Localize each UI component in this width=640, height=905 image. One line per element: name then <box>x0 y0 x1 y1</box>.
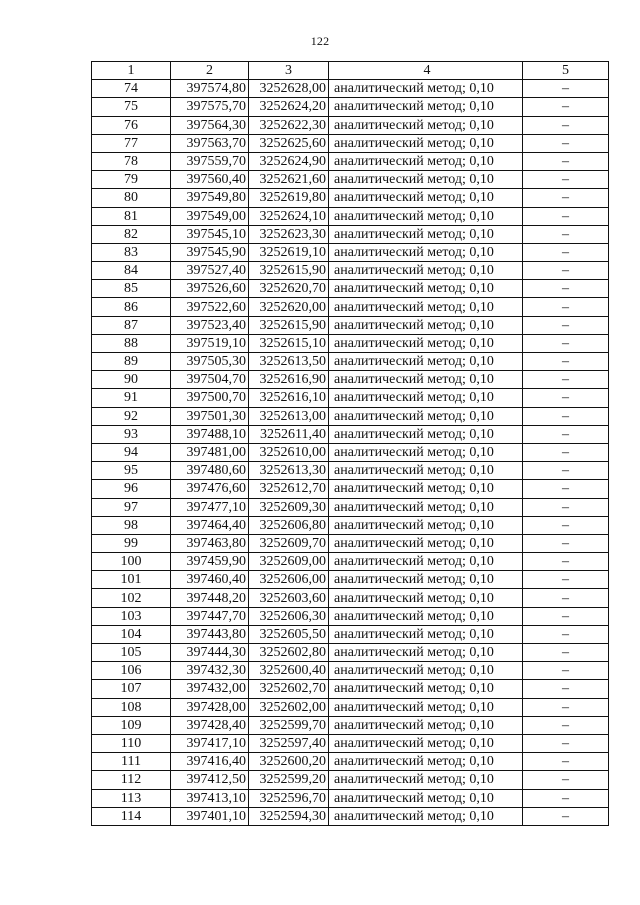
table-row <box>92 316 609 334</box>
table-row <box>92 116 609 134</box>
cell-x-coordinate: 397443,80 <box>171 625 249 643</box>
cell-method-accuracy: аналитический метод; 0,10 <box>329 771 523 789</box>
cell-note: – <box>523 80 609 98</box>
cell-y-coordinate: 3252609,30 <box>249 498 329 516</box>
cell-y-coordinate: 3252615,90 <box>249 262 329 280</box>
cell-note: – <box>523 171 609 189</box>
cell-method-accuracy: аналитический метод; 0,10 <box>329 480 523 498</box>
cell-point-number: 108 <box>92 698 171 716</box>
cell-point-number: 84 <box>92 262 171 280</box>
cell-point-number: 74 <box>92 80 171 98</box>
cell-y-coordinate: 3252616,90 <box>249 371 329 389</box>
cell-x-coordinate: 397501,30 <box>171 407 249 425</box>
cell-y-coordinate: 3252606,00 <box>249 571 329 589</box>
cell-point-number: 102 <box>92 589 171 607</box>
cell-x-coordinate: 397428,40 <box>171 716 249 734</box>
cell-method-accuracy: аналитический метод; 0,10 <box>329 789 523 807</box>
cell-y-coordinate: 3252599,20 <box>249 771 329 789</box>
cell-point-number: 85 <box>92 280 171 298</box>
table-row <box>92 807 609 825</box>
cell-x-coordinate: 397477,10 <box>171 498 249 516</box>
cell-x-coordinate: 397522,60 <box>171 298 249 316</box>
cell-y-coordinate: 3252625,60 <box>249 134 329 152</box>
cell-x-coordinate: 397559,70 <box>171 152 249 170</box>
cell-note: – <box>523 534 609 552</box>
table-row <box>92 516 609 534</box>
cell-point-number: 76 <box>92 116 171 134</box>
cell-y-coordinate: 3252606,30 <box>249 607 329 625</box>
cell-y-coordinate: 3252628,00 <box>249 80 329 98</box>
table-row <box>92 225 609 243</box>
cell-point-number: 97 <box>92 498 171 516</box>
cell-method-accuracy: аналитический метод; 0,10 <box>329 225 523 243</box>
cell-y-coordinate: 3252597,40 <box>249 734 329 752</box>
cell-method-accuracy: аналитический метод; 0,10 <box>329 80 523 98</box>
cell-point-number: 101 <box>92 571 171 589</box>
cell-y-coordinate: 3252613,00 <box>249 407 329 425</box>
column-header-4: 4 <box>329 62 523 80</box>
cell-method-accuracy: аналитический метод; 0,10 <box>329 516 523 534</box>
cell-x-coordinate: 397460,40 <box>171 571 249 589</box>
cell-x-coordinate: 397545,10 <box>171 225 249 243</box>
table-row <box>92 644 609 662</box>
cell-method-accuracy: аналитический метод; 0,10 <box>329 116 523 134</box>
cell-method-accuracy: аналитический метод; 0,10 <box>329 334 523 352</box>
cell-note: – <box>523 662 609 680</box>
cell-y-coordinate: 3252616,10 <box>249 389 329 407</box>
cell-method-accuracy: аналитический метод; 0,10 <box>329 152 523 170</box>
cell-note: – <box>523 298 609 316</box>
coordinates-table <box>91 61 609 826</box>
cell-method-accuracy: аналитический метод; 0,10 <box>329 316 523 334</box>
cell-y-coordinate: 3252602,00 <box>249 698 329 716</box>
cell-point-number: 88 <box>92 334 171 352</box>
cell-note: – <box>523 625 609 643</box>
cell-method-accuracy: аналитический метод; 0,10 <box>329 280 523 298</box>
column-header-5: 5 <box>523 62 609 80</box>
cell-x-coordinate: 397575,70 <box>171 98 249 116</box>
table-row <box>92 262 609 280</box>
cell-x-coordinate: 397417,10 <box>171 734 249 752</box>
cell-method-accuracy: аналитический метод; 0,10 <box>329 753 523 771</box>
table-row <box>92 625 609 643</box>
table-row <box>92 280 609 298</box>
table-row <box>92 298 609 316</box>
cell-note: – <box>523 644 609 662</box>
cell-method-accuracy: аналитический метод; 0,10 <box>329 189 523 207</box>
cell-x-coordinate: 397432,00 <box>171 680 249 698</box>
cell-x-coordinate: 397463,80 <box>171 534 249 552</box>
cell-x-coordinate: 397504,70 <box>171 371 249 389</box>
cell-point-number: 106 <box>92 662 171 680</box>
cell-method-accuracy: аналитический метод; 0,10 <box>329 243 523 261</box>
page-number: 122 <box>310 34 330 48</box>
cell-note: – <box>523 480 609 498</box>
cell-x-coordinate: 397549,80 <box>171 189 249 207</box>
cell-note: – <box>523 389 609 407</box>
table-row <box>92 134 609 152</box>
cell-y-coordinate: 3252620,70 <box>249 280 329 298</box>
cell-point-number: 92 <box>92 407 171 425</box>
cell-x-coordinate: 397481,00 <box>171 443 249 461</box>
cell-y-coordinate: 3252619,10 <box>249 243 329 261</box>
cell-y-coordinate: 3252621,60 <box>249 171 329 189</box>
cell-note: – <box>523 553 609 571</box>
cell-x-coordinate: 397444,30 <box>171 644 249 662</box>
column-header-3: 3 <box>249 62 329 80</box>
cell-y-coordinate: 3252606,80 <box>249 516 329 534</box>
cell-note: – <box>523 353 609 371</box>
cell-point-number: 113 <box>92 789 171 807</box>
cell-x-coordinate: 397526,60 <box>171 280 249 298</box>
cell-point-number: 107 <box>92 680 171 698</box>
cell-note: – <box>523 134 609 152</box>
table-row <box>92 171 609 189</box>
table-row <box>92 571 609 589</box>
cell-note: – <box>523 98 609 116</box>
cell-method-accuracy: аналитический метод; 0,10 <box>329 353 523 371</box>
cell-point-number: 111 <box>92 753 171 771</box>
table-row <box>92 480 609 498</box>
cell-y-coordinate: 3252615,90 <box>249 316 329 334</box>
cell-y-coordinate: 3252610,00 <box>249 443 329 461</box>
cell-note: – <box>523 280 609 298</box>
cell-x-coordinate: 397413,10 <box>171 789 249 807</box>
cell-x-coordinate: 397488,10 <box>171 425 249 443</box>
cell-note: – <box>523 262 609 280</box>
cell-method-accuracy: аналитический метод; 0,10 <box>329 553 523 571</box>
table-row <box>92 407 609 425</box>
cell-x-coordinate: 397564,30 <box>171 116 249 134</box>
cell-y-coordinate: 3252624,90 <box>249 152 329 170</box>
table-row <box>92 771 609 789</box>
cell-method-accuracy: аналитический метод; 0,10 <box>329 462 523 480</box>
cell-method-accuracy: аналитический метод; 0,10 <box>329 680 523 698</box>
cell-note: – <box>523 680 609 698</box>
cell-point-number: 80 <box>92 189 171 207</box>
cell-point-number: 81 <box>92 207 171 225</box>
cell-y-coordinate: 3252603,60 <box>249 589 329 607</box>
cell-method-accuracy: аналитический метод; 0,10 <box>329 134 523 152</box>
cell-point-number: 90 <box>92 371 171 389</box>
table-header <box>92 62 609 80</box>
cell-y-coordinate: 3252609,00 <box>249 553 329 571</box>
cell-method-accuracy: аналитический метод; 0,10 <box>329 298 523 316</box>
cell-y-coordinate: 3252612,70 <box>249 480 329 498</box>
cell-point-number: 110 <box>92 734 171 752</box>
cell-point-number: 91 <box>92 389 171 407</box>
cell-note: – <box>523 571 609 589</box>
cell-method-accuracy: аналитический метод; 0,10 <box>329 644 523 662</box>
cell-y-coordinate: 3252600,20 <box>249 753 329 771</box>
cell-y-coordinate: 3252609,70 <box>249 534 329 552</box>
cell-x-coordinate: 397523,40 <box>171 316 249 334</box>
cell-x-coordinate: 397505,30 <box>171 353 249 371</box>
cell-method-accuracy: аналитический метод; 0,10 <box>329 534 523 552</box>
table-row <box>92 534 609 552</box>
table-row <box>92 207 609 225</box>
table-body <box>92 80 609 826</box>
cell-x-coordinate: 397519,10 <box>171 334 249 352</box>
cell-point-number: 93 <box>92 425 171 443</box>
cell-note: – <box>523 789 609 807</box>
cell-method-accuracy: аналитический метод; 0,10 <box>329 389 523 407</box>
column-header-2: 2 <box>171 62 249 80</box>
table-row <box>92 80 609 98</box>
cell-point-number: 104 <box>92 625 171 643</box>
cell-note: – <box>523 734 609 752</box>
cell-note: – <box>523 207 609 225</box>
cell-x-coordinate: 397549,00 <box>171 207 249 225</box>
cell-note: – <box>523 807 609 825</box>
cell-x-coordinate: 397432,30 <box>171 662 249 680</box>
cell-method-accuracy: аналитический метод; 0,10 <box>329 171 523 189</box>
cell-x-coordinate: 397428,00 <box>171 698 249 716</box>
cell-point-number: 94 <box>92 443 171 461</box>
cell-note: – <box>523 698 609 716</box>
table-row <box>92 243 609 261</box>
cell-note: – <box>523 334 609 352</box>
cell-method-accuracy: аналитический метод; 0,10 <box>329 207 523 225</box>
cell-method-accuracy: аналитический метод; 0,10 <box>329 571 523 589</box>
cell-y-coordinate: 3252602,70 <box>249 680 329 698</box>
table-row <box>92 425 609 443</box>
cell-x-coordinate: 397412,50 <box>171 771 249 789</box>
cell-note: – <box>523 425 609 443</box>
cell-point-number: 98 <box>92 516 171 534</box>
cell-note: – <box>523 316 609 334</box>
cell-y-coordinate: 3252615,10 <box>249 334 329 352</box>
table-row <box>92 607 609 625</box>
cell-method-accuracy: аналитический метод; 0,10 <box>329 716 523 734</box>
cell-y-coordinate: 3252605,50 <box>249 625 329 643</box>
column-header-1: 1 <box>92 62 171 80</box>
cell-method-accuracy: аналитический метод; 0,10 <box>329 407 523 425</box>
cell-note: – <box>523 443 609 461</box>
cell-point-number: 109 <box>92 716 171 734</box>
table-row <box>92 734 609 752</box>
cell-method-accuracy: аналитический метод; 0,10 <box>329 498 523 516</box>
cell-note: – <box>523 462 609 480</box>
cell-note: – <box>523 116 609 134</box>
table-row <box>92 789 609 807</box>
cell-note: – <box>523 189 609 207</box>
cell-x-coordinate: 397500,70 <box>171 389 249 407</box>
cell-y-coordinate: 3252602,80 <box>249 644 329 662</box>
cell-x-coordinate: 397476,60 <box>171 480 249 498</box>
cell-y-coordinate: 3252620,00 <box>249 298 329 316</box>
cell-y-coordinate: 3252599,70 <box>249 716 329 734</box>
table-row <box>92 353 609 371</box>
cell-point-number: 103 <box>92 607 171 625</box>
table-row <box>92 152 609 170</box>
table-row <box>92 662 609 680</box>
cell-method-accuracy: аналитический метод; 0,10 <box>329 589 523 607</box>
table-row <box>92 462 609 480</box>
cell-point-number: 82 <box>92 225 171 243</box>
cell-y-coordinate: 3252624,20 <box>249 98 329 116</box>
table-row <box>92 498 609 516</box>
cell-y-coordinate: 3252596,70 <box>249 789 329 807</box>
cell-x-coordinate: 397480,60 <box>171 462 249 480</box>
table-row <box>92 98 609 116</box>
table-row <box>92 389 609 407</box>
table-row <box>92 753 609 771</box>
cell-point-number: 112 <box>92 771 171 789</box>
cell-method-accuracy: аналитический метод; 0,10 <box>329 443 523 461</box>
cell-y-coordinate: 3252623,30 <box>249 225 329 243</box>
cell-x-coordinate: 397563,70 <box>171 134 249 152</box>
cell-point-number: 87 <box>92 316 171 334</box>
cell-note: – <box>523 371 609 389</box>
cell-note: – <box>523 716 609 734</box>
cell-note: – <box>523 607 609 625</box>
cell-point-number: 79 <box>92 171 171 189</box>
cell-method-accuracy: аналитический метод; 0,10 <box>329 607 523 625</box>
cell-method-accuracy: аналитический метод; 0,10 <box>329 698 523 716</box>
table-row <box>92 334 609 352</box>
cell-method-accuracy: аналитический метод; 0,10 <box>329 662 523 680</box>
cell-note: – <box>523 152 609 170</box>
cell-x-coordinate: 397448,20 <box>171 589 249 607</box>
cell-y-coordinate: 3252624,10 <box>249 207 329 225</box>
cell-point-number: 89 <box>92 353 171 371</box>
cell-x-coordinate: 397401,10 <box>171 807 249 825</box>
cell-point-number: 83 <box>92 243 171 261</box>
cell-note: – <box>523 516 609 534</box>
cell-method-accuracy: аналитический метод; 0,10 <box>329 371 523 389</box>
cell-point-number: 95 <box>92 462 171 480</box>
table-row <box>92 716 609 734</box>
cell-method-accuracy: аналитический метод; 0,10 <box>329 425 523 443</box>
table-header-row <box>92 62 609 80</box>
table-row <box>92 443 609 461</box>
cell-x-coordinate: 397574,80 <box>171 80 249 98</box>
cell-point-number: 114 <box>92 807 171 825</box>
cell-y-coordinate: 3252613,30 <box>249 462 329 480</box>
cell-note: – <box>523 753 609 771</box>
cell-note: – <box>523 589 609 607</box>
cell-x-coordinate: 397545,90 <box>171 243 249 261</box>
cell-method-accuracy: аналитический метод; 0,10 <box>329 98 523 116</box>
cell-y-coordinate: 3252611,40 <box>249 425 329 443</box>
cell-point-number: 86 <box>92 298 171 316</box>
cell-y-coordinate: 3252594,30 <box>249 807 329 825</box>
cell-y-coordinate: 3252600,40 <box>249 662 329 680</box>
cell-point-number: 105 <box>92 644 171 662</box>
cell-note: – <box>523 771 609 789</box>
cell-x-coordinate: 397416,40 <box>171 753 249 771</box>
cell-note: – <box>523 407 609 425</box>
cell-method-accuracy: аналитический метод; 0,10 <box>329 734 523 752</box>
cell-note: – <box>523 498 609 516</box>
cell-x-coordinate: 397560,40 <box>171 171 249 189</box>
table-row <box>92 698 609 716</box>
cell-method-accuracy: аналитический метод; 0,10 <box>329 625 523 643</box>
cell-point-number: 99 <box>92 534 171 552</box>
table-row <box>92 189 609 207</box>
cell-y-coordinate: 3252622,30 <box>249 116 329 134</box>
cell-point-number: 96 <box>92 480 171 498</box>
cell-x-coordinate: 397447,70 <box>171 607 249 625</box>
cell-method-accuracy: аналитический метод; 0,10 <box>329 262 523 280</box>
cell-y-coordinate: 3252619,80 <box>249 189 329 207</box>
cell-x-coordinate: 397464,40 <box>171 516 249 534</box>
cell-point-number: 78 <box>92 152 171 170</box>
cell-x-coordinate: 397459,90 <box>171 553 249 571</box>
table-row <box>92 553 609 571</box>
cell-y-coordinate: 3252613,50 <box>249 353 329 371</box>
cell-note: – <box>523 243 609 261</box>
table-row <box>92 589 609 607</box>
cell-x-coordinate: 397527,40 <box>171 262 249 280</box>
cell-method-accuracy: аналитический метод; 0,10 <box>329 807 523 825</box>
table-row <box>92 680 609 698</box>
cell-point-number: 75 <box>92 98 171 116</box>
cell-note: – <box>523 225 609 243</box>
cell-point-number: 77 <box>92 134 171 152</box>
cell-point-number: 100 <box>92 553 171 571</box>
table-row <box>92 371 609 389</box>
